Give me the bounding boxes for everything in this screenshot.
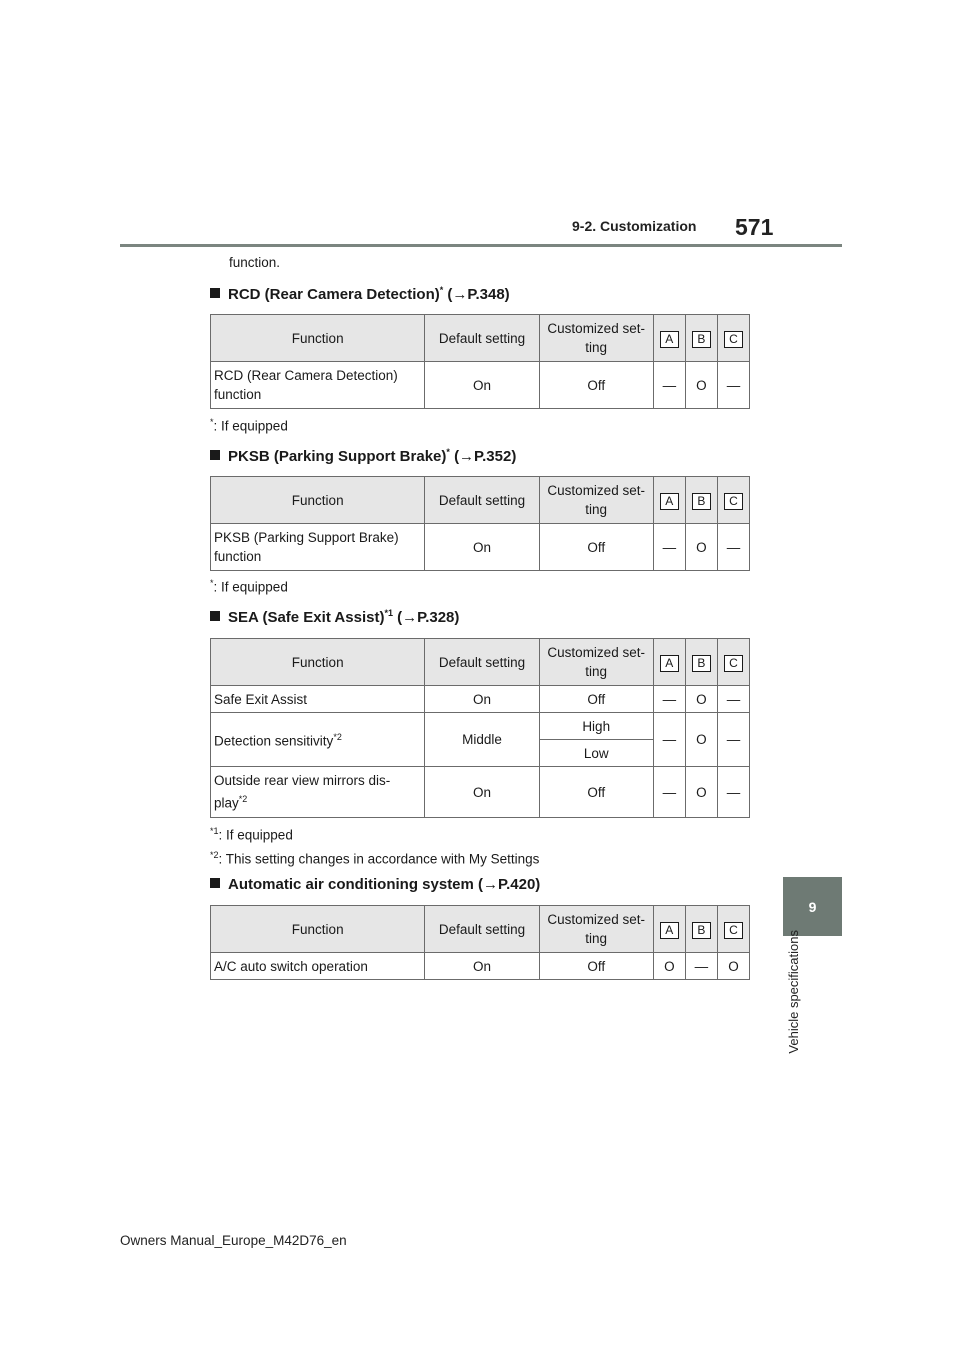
col-custom-l1: Customized set- (547, 483, 645, 498)
col-custom (539, 315, 653, 362)
col-custom-l2: ting (585, 931, 608, 946)
col-c (717, 906, 749, 953)
fn-l2: function (214, 549, 262, 564)
col-function: Function (211, 315, 425, 362)
settings-table-ac (210, 905, 750, 980)
cell-c: — (717, 686, 749, 713)
cell-a: — (653, 686, 685, 713)
table-header-row (211, 906, 750, 953)
col-a-box: A (660, 331, 679, 348)
col-b (685, 315, 717, 362)
cell-a: — (653, 713, 685, 767)
cell-c: — (717, 713, 749, 767)
col-b-box: B (692, 922, 711, 939)
chapter-label: Vehicle specifications (786, 930, 801, 1054)
section-heading-sea (210, 608, 459, 626)
table-row (211, 953, 750, 980)
heading-text: Automatic air conditioning system (228, 876, 474, 893)
page-reference: (→P.348) (447, 286, 510, 303)
col-default: Default setting (425, 639, 539, 686)
cell-default: Middle (425, 713, 539, 767)
footnote-mark: * (446, 447, 450, 457)
table-header-row (211, 477, 750, 524)
table-header-row (211, 639, 750, 686)
bullet-square-icon (210, 288, 220, 298)
col-b (685, 906, 717, 953)
heading-text: RCD (Rear Camera Detection) (228, 286, 440, 303)
cell-default: On (425, 767, 539, 818)
col-custom (539, 906, 653, 953)
col-custom-l1: Customized set- (547, 912, 645, 927)
col-a (653, 477, 685, 524)
footnote (210, 578, 288, 595)
footnote (210, 826, 293, 843)
col-function: Function (211, 906, 425, 953)
bullet-square-icon (210, 878, 220, 888)
cell-a: — (653, 524, 685, 571)
table-row (211, 767, 750, 818)
cell-b: O (685, 362, 717, 409)
cell-function: Safe Exit Assist (211, 686, 425, 713)
footnote-mark: *2 (333, 732, 342, 743)
col-b-box: B (692, 493, 711, 510)
footnote (210, 417, 288, 434)
page-reference: (→P.352) (454, 448, 517, 465)
col-a (653, 906, 685, 953)
continuation-text: function. (229, 255, 281, 270)
table-row (211, 713, 750, 740)
cell-b: O (685, 767, 717, 818)
cell-custom: Off (539, 362, 653, 409)
cell-custom: Off (539, 953, 653, 980)
footnote-mark: * (439, 285, 444, 295)
table-row (211, 686, 750, 713)
fn-l2: play (214, 795, 239, 811)
page-reference: (→P.420) (478, 876, 541, 893)
cell-b: O (685, 686, 717, 713)
col-c (717, 477, 749, 524)
chapter-tab (783, 877, 842, 936)
cell-b: — (685, 953, 717, 980)
cell-a: — (653, 362, 685, 409)
cell-default: On (425, 362, 539, 409)
cell-custom: Off (539, 686, 653, 713)
cell-custom: Off (539, 524, 653, 571)
section-heading-rcd (210, 285, 510, 303)
footnote-text: : If equipped (213, 418, 288, 434)
col-custom-l2: ting (585, 502, 608, 517)
cell-c: — (717, 767, 749, 818)
fn-l2: function (214, 387, 262, 402)
cell-function (211, 362, 425, 409)
col-custom-l1: Customized set- (547, 321, 645, 336)
cell-default: On (425, 686, 539, 713)
footnote-mark: *2 (238, 794, 248, 805)
settings-table-pksb (210, 476, 750, 571)
footnote-text: : This setting changes in accordance with My Settings (218, 851, 540, 867)
cell-custom: High (539, 713, 653, 740)
col-a (653, 315, 685, 362)
bullet-square-icon (210, 450, 220, 460)
col-default: Default setting (425, 477, 539, 524)
fn-l1: Outside rear view mirrors dis- (214, 773, 391, 789)
footnote-mark: *1 (210, 826, 219, 836)
heading-text: SEA (Safe Exit Assist) (228, 609, 385, 626)
col-custom (539, 639, 653, 686)
col-function: Function (211, 477, 425, 524)
footnote (210, 850, 539, 867)
cell-function: A/C auto switch operation (211, 953, 425, 980)
cell-a: — (653, 767, 685, 818)
col-custom (539, 477, 653, 524)
col-b (685, 477, 717, 524)
col-custom-l1: Customized set- (547, 645, 645, 660)
cell-b: O (685, 713, 717, 767)
section-heading-ac (210, 876, 540, 893)
page-reference: (→P.328) (397, 609, 460, 626)
footnote-mark: *2 (210, 850, 219, 860)
fn-l1: PKSB (Parking Support Brake) (214, 530, 399, 545)
section-heading-pksb (210, 447, 516, 465)
table-header-row (211, 315, 750, 362)
table-row (211, 524, 750, 571)
cell-default: On (425, 524, 539, 571)
col-custom-l2: ting (585, 340, 608, 355)
col-c-box: C (724, 922, 743, 939)
col-c-box: C (724, 331, 743, 348)
fn-l1: RCD (Rear Camera Detection) (214, 368, 398, 383)
col-custom-l2: ting (585, 664, 608, 679)
cell-custom: Off (539, 767, 653, 818)
col-a-box: A (660, 655, 679, 672)
col-c-box: C (724, 493, 743, 510)
col-b (685, 639, 717, 686)
cell-custom: Low (539, 740, 653, 767)
chapter-number: 9 (808, 898, 817, 915)
col-default: Default setting (425, 906, 539, 953)
header-divider (120, 244, 842, 247)
footnote-mark: * (210, 578, 214, 588)
cell-c: O (717, 953, 749, 980)
col-b-box: B (692, 655, 711, 672)
cell-a: O (653, 953, 685, 980)
cell-c: — (717, 524, 749, 571)
col-c-box: C (724, 655, 743, 672)
settings-table-rcd (210, 314, 750, 409)
footnote-text: : If equipped (213, 579, 288, 595)
footnote-text: : If equipped (218, 827, 293, 843)
page-number: 571 (735, 214, 774, 240)
cell-function (211, 713, 425, 767)
settings-table-sea (210, 638, 750, 818)
cell-c: — (717, 362, 749, 409)
col-a (653, 639, 685, 686)
heading-text: PKSB (Parking Support Brake) (228, 448, 447, 465)
bullet-square-icon (210, 611, 220, 621)
fn-text: Detection sensitivity (214, 733, 334, 749)
section-title: 9-2. Customization (572, 218, 697, 234)
col-a-box: A (660, 493, 679, 510)
col-c (717, 639, 749, 686)
cell-default: On (425, 953, 539, 980)
col-a-box: A (660, 922, 679, 939)
col-default: Default setting (425, 315, 539, 362)
col-function: Function (211, 639, 425, 686)
footer-text: Owners Manual_Europe_M42D76_en (120, 1233, 347, 1248)
col-c (717, 315, 749, 362)
cell-function (211, 767, 425, 818)
table-row (211, 362, 750, 409)
col-b-box: B (692, 331, 711, 348)
footnote-mark: *1 (384, 608, 393, 618)
cell-function (211, 524, 425, 571)
cell-b: O (685, 524, 717, 571)
footnote-mark: * (210, 417, 214, 427)
